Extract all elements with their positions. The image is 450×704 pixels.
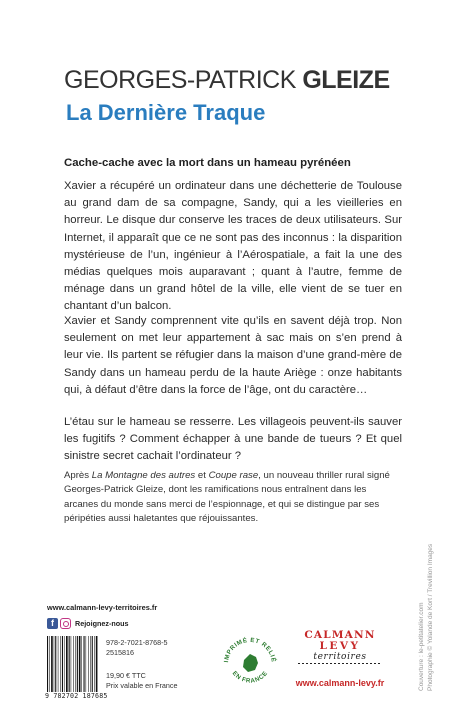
barcode-bar (71, 636, 72, 692)
barcode-bar (54, 636, 55, 692)
author-first-name: GEORGES-PATRICK (64, 66, 296, 94)
barcode-bar (73, 636, 74, 692)
barcode-bar (79, 636, 81, 692)
barcode-bar (96, 636, 98, 692)
isbn (106, 638, 168, 658)
barcode-number: 9 782702 187685 (45, 692, 108, 700)
barcode-bar (94, 636, 95, 692)
publisher-name-3: territoires (313, 652, 367, 662)
barcode (47, 636, 99, 692)
barcode-bar (66, 636, 68, 692)
logo-divider (298, 663, 382, 664)
barcode-bar (75, 636, 76, 692)
publisher-logo (292, 629, 388, 664)
instagram-icon[interactable] (60, 618, 71, 629)
barcode-bar (90, 636, 91, 692)
book-title: La Dernière Traque (66, 100, 266, 125)
barcode-bar (60, 636, 61, 692)
website-link[interactable]: www.calmann-levy-territoires.fr (47, 603, 158, 612)
author-name (64, 66, 390, 95)
barcode-bar (84, 636, 85, 692)
barcode-bar (88, 636, 89, 692)
made-in-france-seal (220, 624, 280, 698)
france-map-icon (243, 654, 258, 672)
barcode-bar (58, 636, 59, 692)
barcode-bar (77, 636, 78, 692)
credit-cover: Couverture : le-petitatelier.com (418, 602, 425, 691)
publisher-name-1: CALMANN (304, 629, 376, 641)
book-ref-1: La Montagne des autres (91, 470, 196, 481)
barcode-bar (47, 636, 48, 692)
seal-top-text: IMPRIMÉ ET RELIÉ (223, 636, 278, 663)
facebook-icon[interactable]: f (47, 618, 58, 629)
barcode-bar (62, 636, 63, 692)
isbn-number: 978-2-7021-8768-5 (106, 638, 168, 647)
blurb: Après La Montagne des autres et Coupe rase, un nouveau thriller rural signé Georges-Patrick Gleize, dont les ramifications nous entraînent dans les arcanes du monde sans merci de l’espionnage, et qui se distingue par ses péripéties aussi haletantes que réjouissantes. (64, 470, 390, 525)
summary-paragraph-3: L’étau sur le hameau se resserre. Les villageois peuvent-ils sauver les fugitifs ? Comment échapper à une bande de tueurs ? Et quel sinistre secret cachait l’ordinateur ? (64, 416, 402, 463)
barcode-bar (81, 636, 82, 692)
summary-paragraph-1: Xavier a récupéré un ordinateur dans une déchetterie de Toulouse au grand dam de sa compagne, Sandy, qui a les vieilleries en horreur. Le disque dur conserve les traces de deux utilisateurs. Sur Internet, il apparaît que ce ne sont pas des inconnus : la disparition mystérieuse de l’un, ingénieur à l’Aérospatiale, a fait la une des médias quelques mois auparavant ; quant à l’autre, femme de ménage dans un grand hôtel de la ville, elle vient de se tuer en chantant d’un balcon. (64, 180, 402, 313)
publisher-name-2: LEVY (319, 640, 361, 652)
summary-paragraph-2: Xavier et Sandy comprennent vite qu’ils en savent déjà trop. Non seulement on met leur appartement à sac mais on s’en prend à leur vie. Ils partent se réfugier dans la maison d’une grand-mère de Sandy dans un hameau perdu de la haute Ariège : onze habitants qui, à défaut d’être dans la force de l’âge, ont du caractère… (64, 315, 402, 396)
cover-credits (418, 544, 435, 691)
barcode-bar (49, 636, 50, 692)
tagline: Cache-cache avec la mort dans un hameau pyrénéen (64, 157, 351, 169)
barcode-bar (92, 636, 93, 692)
barcode-bar (55, 636, 56, 692)
price-note: Prix valable en France (106, 681, 178, 690)
svg-text:EN FRANCE (231, 670, 270, 685)
book-ref-2: Coupe rase (208, 470, 259, 481)
barcode-bar (86, 636, 87, 692)
product-code: 2515816 (106, 648, 134, 657)
social-label: Rejoignez-nous (75, 618, 129, 628)
seal-bottom-text: EN FRANCE (230, 669, 270, 685)
barcode-bar (64, 636, 65, 692)
social-links (47, 617, 129, 629)
publisher-website[interactable]: www.calmann-levy.fr (295, 678, 385, 688)
credit-photo: Photographie © Yolande de Kort / Trevillion Images (426, 543, 434, 691)
price-block (106, 671, 178, 691)
author-last-name: GLEIZE (302, 66, 390, 94)
price: 19,90 € TTC (106, 671, 146, 680)
barcode-bar (69, 636, 70, 692)
barcode-bar (51, 636, 53, 692)
